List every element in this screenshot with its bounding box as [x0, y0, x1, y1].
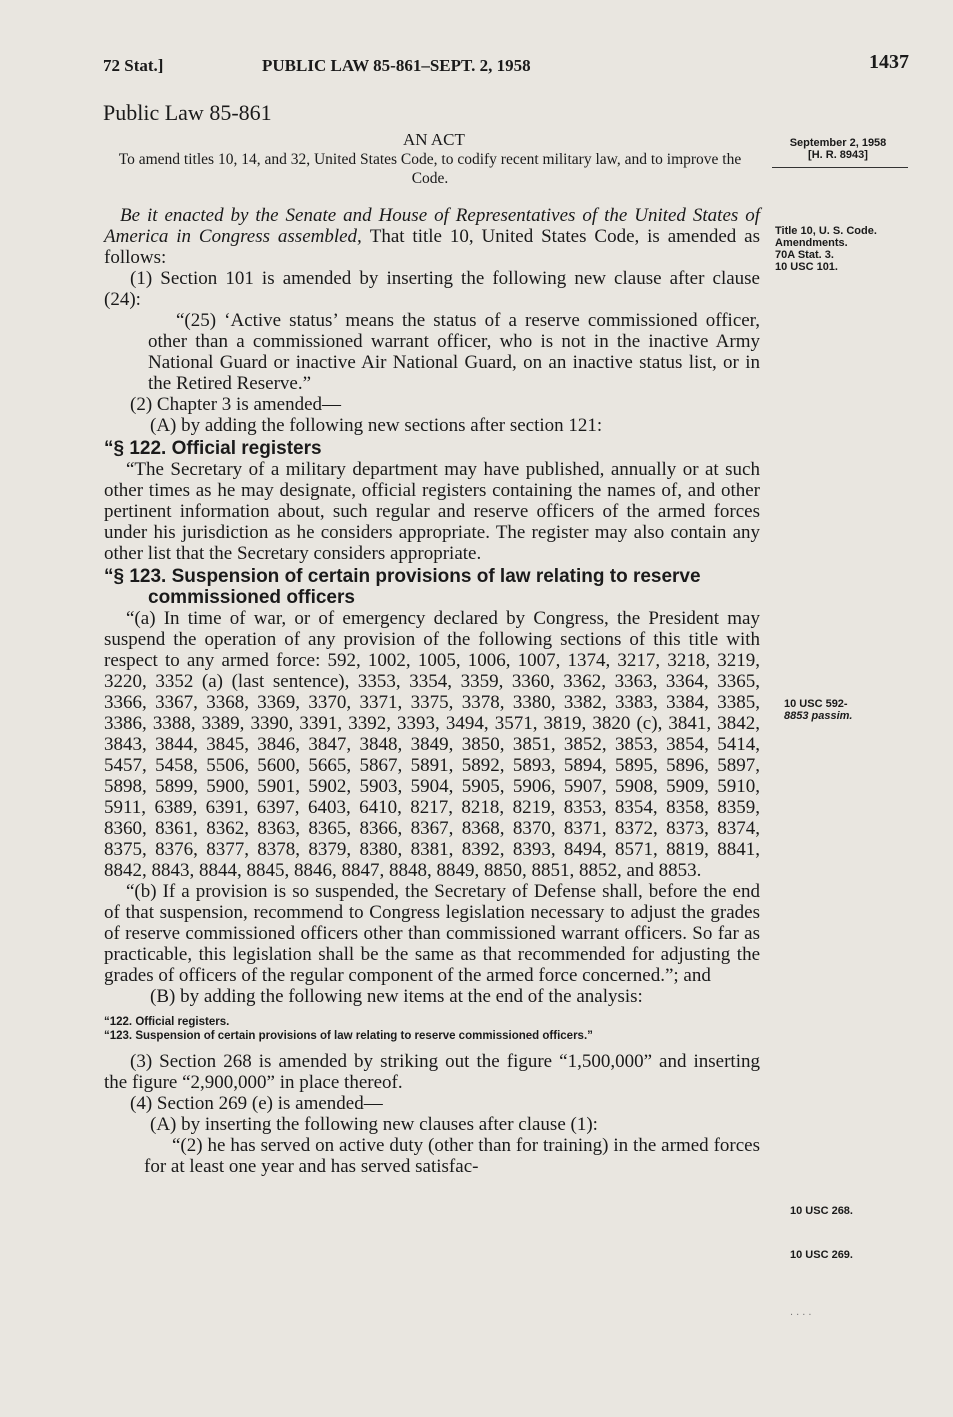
act-label: AN ACT: [403, 130, 465, 149]
page-number: 1437: [869, 51, 909, 73]
analysis-item-122: “122. Official registers.: [104, 1016, 230, 1028]
section-123-a: “(a) In time of war, or of emergency declared by Congress, the President may suspend the operation of any provision of the following sections of this title with respect to any armed force: 592, 1002, 1005, 1006, 1007, 1374, 3217, 3218, 3219, 3220, 3352 (a) (last sentence), 3353, 3354, 3359, 3360, 3362, 3363, 3364, 3365, 3366, 3367, 3368, 3369, 3370, 3371, 3375, 3378, 3380, 3382, 3383, 3384, 3385, 3386, 3388, 3389, 3390, 3391, 3392, 3393, 3494, 3571, 3819, 3820 (c), 3841, 3842, 3843, 3844, 3845, 3846, 3847, 3848, 3849, 3850, 3851, 3852, 3853, 3854, 5414, 5457, 5458, 5506, 5600, 5665, 5867, 5891, 5892, 5893, 5894, 5895, 5896, 5897, 5898, 5899, 5900, 5901, 5902, 5903, 5904, 5905, 5906, 5907, 5908, 5909, 5910, 5911, 6389, 6391, 6397, 6403, 6410, 8217, 8218, 8219, 8353, 8354, 8358, 8359, 8360, 8361, 8362, 8363, 8365, 8366, 8367, 8368, 8370, 8371, 8372, 8373, 8374, 8375, 8376, 8377, 8378, 8379, 8380, 8381, 8392, 8393, 8494, 8571, 8819, 8841, 8842, 8843, 8844, 8845, 8846, 8847, 8848, 8849, 8850, 8851, 8852, and 8853.: [104, 608, 760, 881]
analysis-item-123: “123. Suspension of certain provisions of law relating to reserve commissioned officers.”: [104, 1030, 593, 1042]
enacting-italic: Be it enacted by the Senate and House of Representatives of the United States of America in Congress assembled,: [104, 205, 760, 247]
clause-25: “(25) ‘Active status’ means the status of a reserve commissioned officer, other than a commissioned warrant officer, who is not in the inactive Army National Guard or inactive Air National Guard, on an inactive status list, or in the Retired Reserve.”: [148, 310, 760, 394]
spacer: [104, 1043, 760, 1051]
section-123-heading-line2: commissioned officers: [148, 587, 355, 608]
margin-usc-line: 10 USC 101.: [775, 261, 838, 273]
item-1: (1) Section 101 is amended by inserting the following new clause after clause (24):: [104, 268, 760, 310]
statute-body: [104, 205, 760, 1177]
item-2b: (B) by adding the following new items at the end of the analysis:: [150, 986, 643, 1007]
section-123-b: “(b) If a provision is so suspended, the Secretary of Defense shall, before the end of that suspension, recommend to Congress legislation necessary to adjust the grades of reserve commissioned officers other than commissioned warrant officers. So far as practicable, this legislation shall be the same as that recommended for adjusting the grades of officers of the regular component of the armed force concerned.”; and: [104, 881, 760, 986]
act-purpose: To amend titles 10, 14, and 32, United States Code, to codify recent military law, and to improve the Code.: [118, 151, 742, 187]
margin-amendments-line: Amendments.: [775, 237, 848, 249]
margin-date: September 2, 1958: [789, 137, 887, 149]
margin-rule: [772, 167, 908, 168]
enacting-rest: That title 10, United States Code, is amended as follows:: [104, 226, 761, 268]
item-4: (4) Section 269 (e) is amended—: [130, 1093, 383, 1114]
item-2: (2) Chapter 3 is amended—: [130, 394, 342, 415]
item-4a: (A) by inserting the following new clauses after clause (1):: [150, 1114, 598, 1135]
item-2a: (A) by adding the following new sections after section 121:: [150, 415, 603, 436]
header-law-citation: PUBLIC LAW 85-861–SEPT. 2, 1958: [262, 56, 531, 75]
margin-dots: . . . .: [790, 1306, 812, 1318]
header-volume: 72 Stat.]: [103, 56, 164, 75]
margin-stat-line: 70A Stat. 3.: [775, 249, 834, 261]
margin-sec269-note: 10 USC 269.: [790, 1249, 853, 1261]
section-123-heading: [104, 566, 760, 608]
clause-2: “(2) he has served on active duty (other than for training) in the armed forces for at least one year and has served satisfac-: [144, 1135, 760, 1177]
enacting-clause: [104, 205, 760, 268]
margin-sec123-line2: 8853 passim.: [784, 710, 853, 722]
margin-sec123-line1: 10 USC 592-: [784, 698, 848, 710]
margin-sec268-note: 10 USC 268.: [790, 1205, 853, 1217]
margin-bill: [H. R. 8943]: [808, 149, 868, 161]
margin-title-line: Title 10, U. S. Code.: [775, 225, 877, 237]
margin-sec123-note: [784, 698, 914, 722]
margin-date-note: [768, 137, 908, 161]
section-122-text: “The Secretary of a military department may have published, annually or at such other times as he may designate, official registers containing the names of, and other pertinent information about, such regular and reserve officers of the armed forces under his jurisdiction as he considers appropriate. The register may also contain any other list that the Secretary considers appropriate.: [104, 459, 760, 564]
item-3: (3) Section 268 is amended by striking out the figure “1,500,000” and inserting the figure “2,900,000” in place thereof.: [104, 1051, 760, 1093]
section-123-heading-line1: “§ 123. Suspension of certain provisions of law relating to reserve: [104, 566, 701, 587]
law-title: Public Law 85-861: [103, 100, 272, 125]
section-122-heading: “§ 122. Official registers: [104, 438, 322, 459]
margin-title-note: [775, 225, 915, 273]
